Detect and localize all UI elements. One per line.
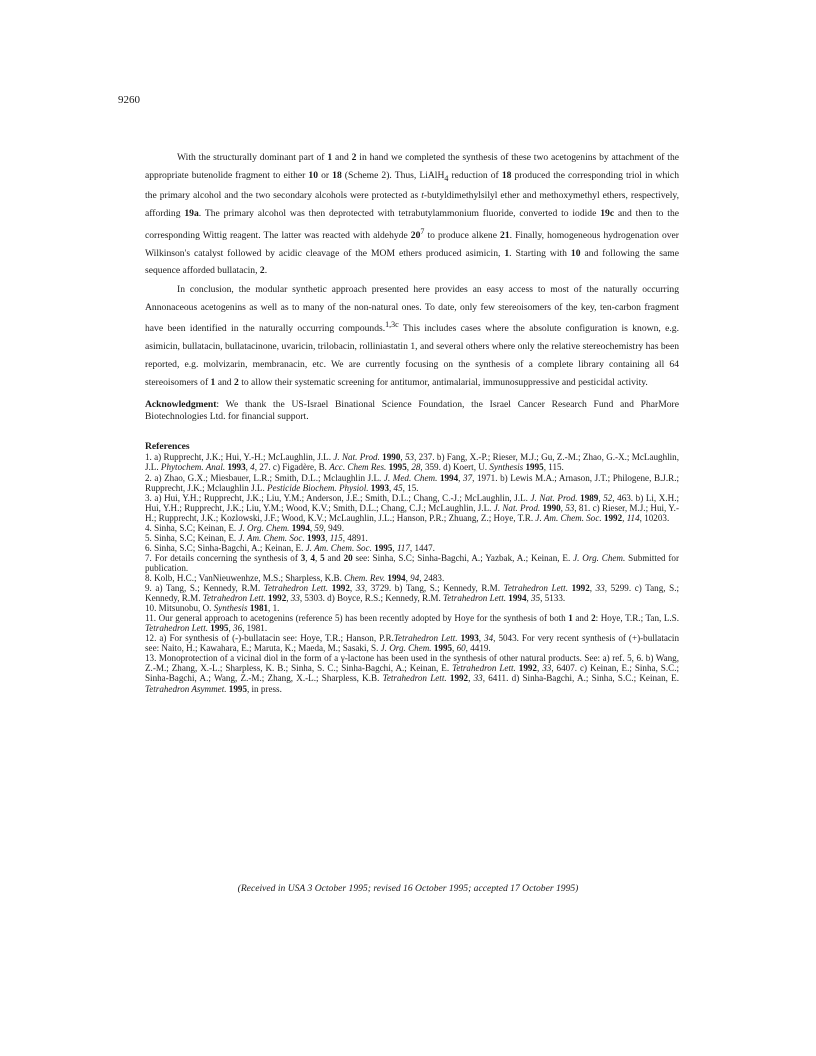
acknowledgment-label: Acknowledgment [145, 399, 217, 411]
reference-item: 5. Sinha, S.C; Keinan, E. J. Am. Chem. Soc. 1993, 115, 4891. [145, 532, 368, 543]
reference-item: 11. Our general approach to acetogenins (reference 5) has been recently adopted by Hoye for the synthesis of both 1 and 2: Hoye, T.R.; Tan, L.S. Tetrahedron Lett. 1995, 36, 1981. [145, 613, 679, 634]
reference-item: 2. a) Zhao, G.X.; Miesbauer, L.R.; Smith, D.L.; Mclaughlin J.L. J. Med. Chem. 1994, 37, 1971. b) Lewis M.A.; Arnason, J.T.; Philogene, B.J.R.; Rupprecht, J.K.; Mclaughlin J.L. Pesticide Biochem. Physiol. 1993, 45, 15. [145, 472, 679, 493]
reference-item: 13. Monoprotection of a vicinal diol in the form of a γ-lactone has been used in the synthesis of other natural products. See: a) ref. 5, 6. b) Wang, Z.-M.; Zhang, X.-L.; Sharpless, K. B.; Sinha, S. C.; Sinha-Bagchi, A.; Keinan, E. Tetrahedron Lett. 1992, 33, 6407. c) Keinan, E.; Sinha, S.C.; Sinha-Bagchi, A.; Wang, Z.-M.; Zhang, X.-L.; Sharpless, K.B. Tetrahedron Lett. 1992, 33, 6411. d) Sinha-Bagchi, A.; Sinha, S.C.; Keinan, E. Tetrahedron Asymmet. 1995, in press. [145, 653, 680, 694]
acknowledgment [145, 399, 679, 422]
reference-item: 7. For details concerning the synthesis of 3, 4, 5 and 20 see: Sinha, S.C; Sinha-Bagchi, A.; Yazbak, A.; Keinan, E. J. Org. Chem. Submitted for publication. [145, 552, 680, 573]
reference-item: 6. Sinha, S.C; Sinha-Bagchi, A.; Keinan, E. J. Am. Chem. Soc. 1995, 117, 1447. [145, 542, 435, 553]
reference-item: 10. Mitsunobu, O. Synthesis 1981, 1. [145, 603, 280, 614]
paragraph-conclusion: In conclusion, the modular synthetic approach presented here provides an easy access to most of the naturally occurring Annonaceous acetogenins as well as to many of the non-natural ones. To date, only few stereoisomers of the key, ten-carbon fragment have been identified in the naturally occurring compounds.$^{1,3c}$ This includes cases where the absolute configuration is known, e.g. asimicin, bullatacin, bullatacinone, uvaricin, trilobacin, rolliniastatin 1, and several others where only the relative stereochemistry has been reported, e.g. molvizarin, membranacin, etc. We are currently focusing on the synthesis of a complete library containing all 64 stereoisomers of 1 and 2 to allow their systematic screening for antitumor, antimalarial, immunosuppressive and pesticidal activity. [145, 284, 679, 388]
page-number: 9260 [118, 94, 140, 106]
article-body [145, 149, 679, 694]
reference-item: 12. a) For synthesis of (-)-bullatacin see: Hoye, T.R.; Hanson, P.R.Tetrahedron Lett. 1993, 34, 5043. For very recent synthesis of (+)-bullatacin see: Naito, H.; Kawahara, E.; Maruta, K.; Maeda, M.; Sasaki, S. J. Org. Chem. 1995, 60, 4419. [145, 633, 680, 654]
acknowledgment-text: : We thank the US-Israel Binational Science Foundation, the Israel Cancer Research Fund and PharMore Biotechnologies Ltd. for financial support. [145, 399, 679, 422]
reference-item: 9. a) Tang, S.; Kennedy, R.M. Tetrahedron Lett. 1992, 33, 3729. b) Tang, S.; Kennedy, R.M. Tetrahedron Lett. 1992, 33, 5299. c) Tang, S.; Kennedy, R.M. Tetrahedron Lett. 1992, 33, 5303. d) Boyce, R.S.; Kennedy, R.M. Tetrahedron Lett. 1994, 35, 5133. [145, 583, 679, 604]
references-list [145, 452, 679, 693]
paragraph-synthesis: With the structurally dominant part of 1 and 2 in hand we completed the synthesis of these two acetogenins by attachment of the appropriate butenolide fragment to either 10 or 18 (Scheme 2). Thus, LiAlH$_4$ reduction of 18 produced the corresponding triol in which the primary alcohol and the two secondary alcohols were protected as t-butyldimethylsilyl ether and methoxymethyl ethers, respectively, affording 19a. The primary alcohol was then deprotected with tetrabutylammonium fluoride, converted to iodide 19c and then to the corresponding Wittig reagent. The latter was reacted with aldehyde $20^7$ to produce alkene 21. Finally, homogeneous hydrogenation over Wilkinson's catalyst followed by acidic cleavage of the MOM ethers produced asimicin, 1. Starting with 10 and following the same sequence afforded bullatacin, 2. [145, 152, 680, 277]
reference-item: 1. a) Rupprecht, J.K.; Hui, Y.-H.; McLaughlin, J.L. J. Nat. Prod. 1990, 53, 237. b) Fang, X.-P.; Rieser, M.J.; Gu, Z.-M.; Zhao, G.-X.; McLaughlin, J.L. Phytochem. Anal. 1993, 4, 27. c) Figadère, B. Acc. Chem Res. 1995, 28, 359. d) Koert, U. Synthesis 1995, 115. [145, 452, 679, 473]
reference-item: 4. Sinha, S.C; Keinan, E. J. Org. Chem. 1994, 59, 949. [145, 522, 344, 533]
reference-item: 8. Kolb, H.C.; VanNieuwenhze, M.S.; Sharpless, K.B. Chem. Rev. 1994, 94, 2483. [145, 572, 445, 583]
references-heading: References [145, 441, 190, 453]
received-dates: (Received in USA 3 October 1995; revised 16 October 1995; accepted 17 October 1995) [237, 883, 579, 894]
reference-item: 3. a) Hui, Y.H.; Rupprecht, J.K.; Liu, Y.M.; Anderson, J.E.; Smith, D.L.; Chang, C.-J.; McLaughlin, J.L. J. Nat. Prod. 1989, 52, 463. b) Li, X.H.; Hui, Y.H.; Rupprecht, J.K.; Liu, Y.M.; Wood, K.V.; Smith, D.L.; Chang, C.J.; McLaughlin, J.L. J. Nat. Prod. 1990, 53, 81. c) Rieser, M.J.; Hui, Y.-H.; Rupprecht, J.K.; Kozlowski, J.F.; Wood, K.V.; McLaughlin, J.L.; Hanson, P.R.; Zhuang, Z.; Hoye, T.R. J. Am. Chem. Soc. 1992, 114, 10203. [145, 492, 679, 523]
